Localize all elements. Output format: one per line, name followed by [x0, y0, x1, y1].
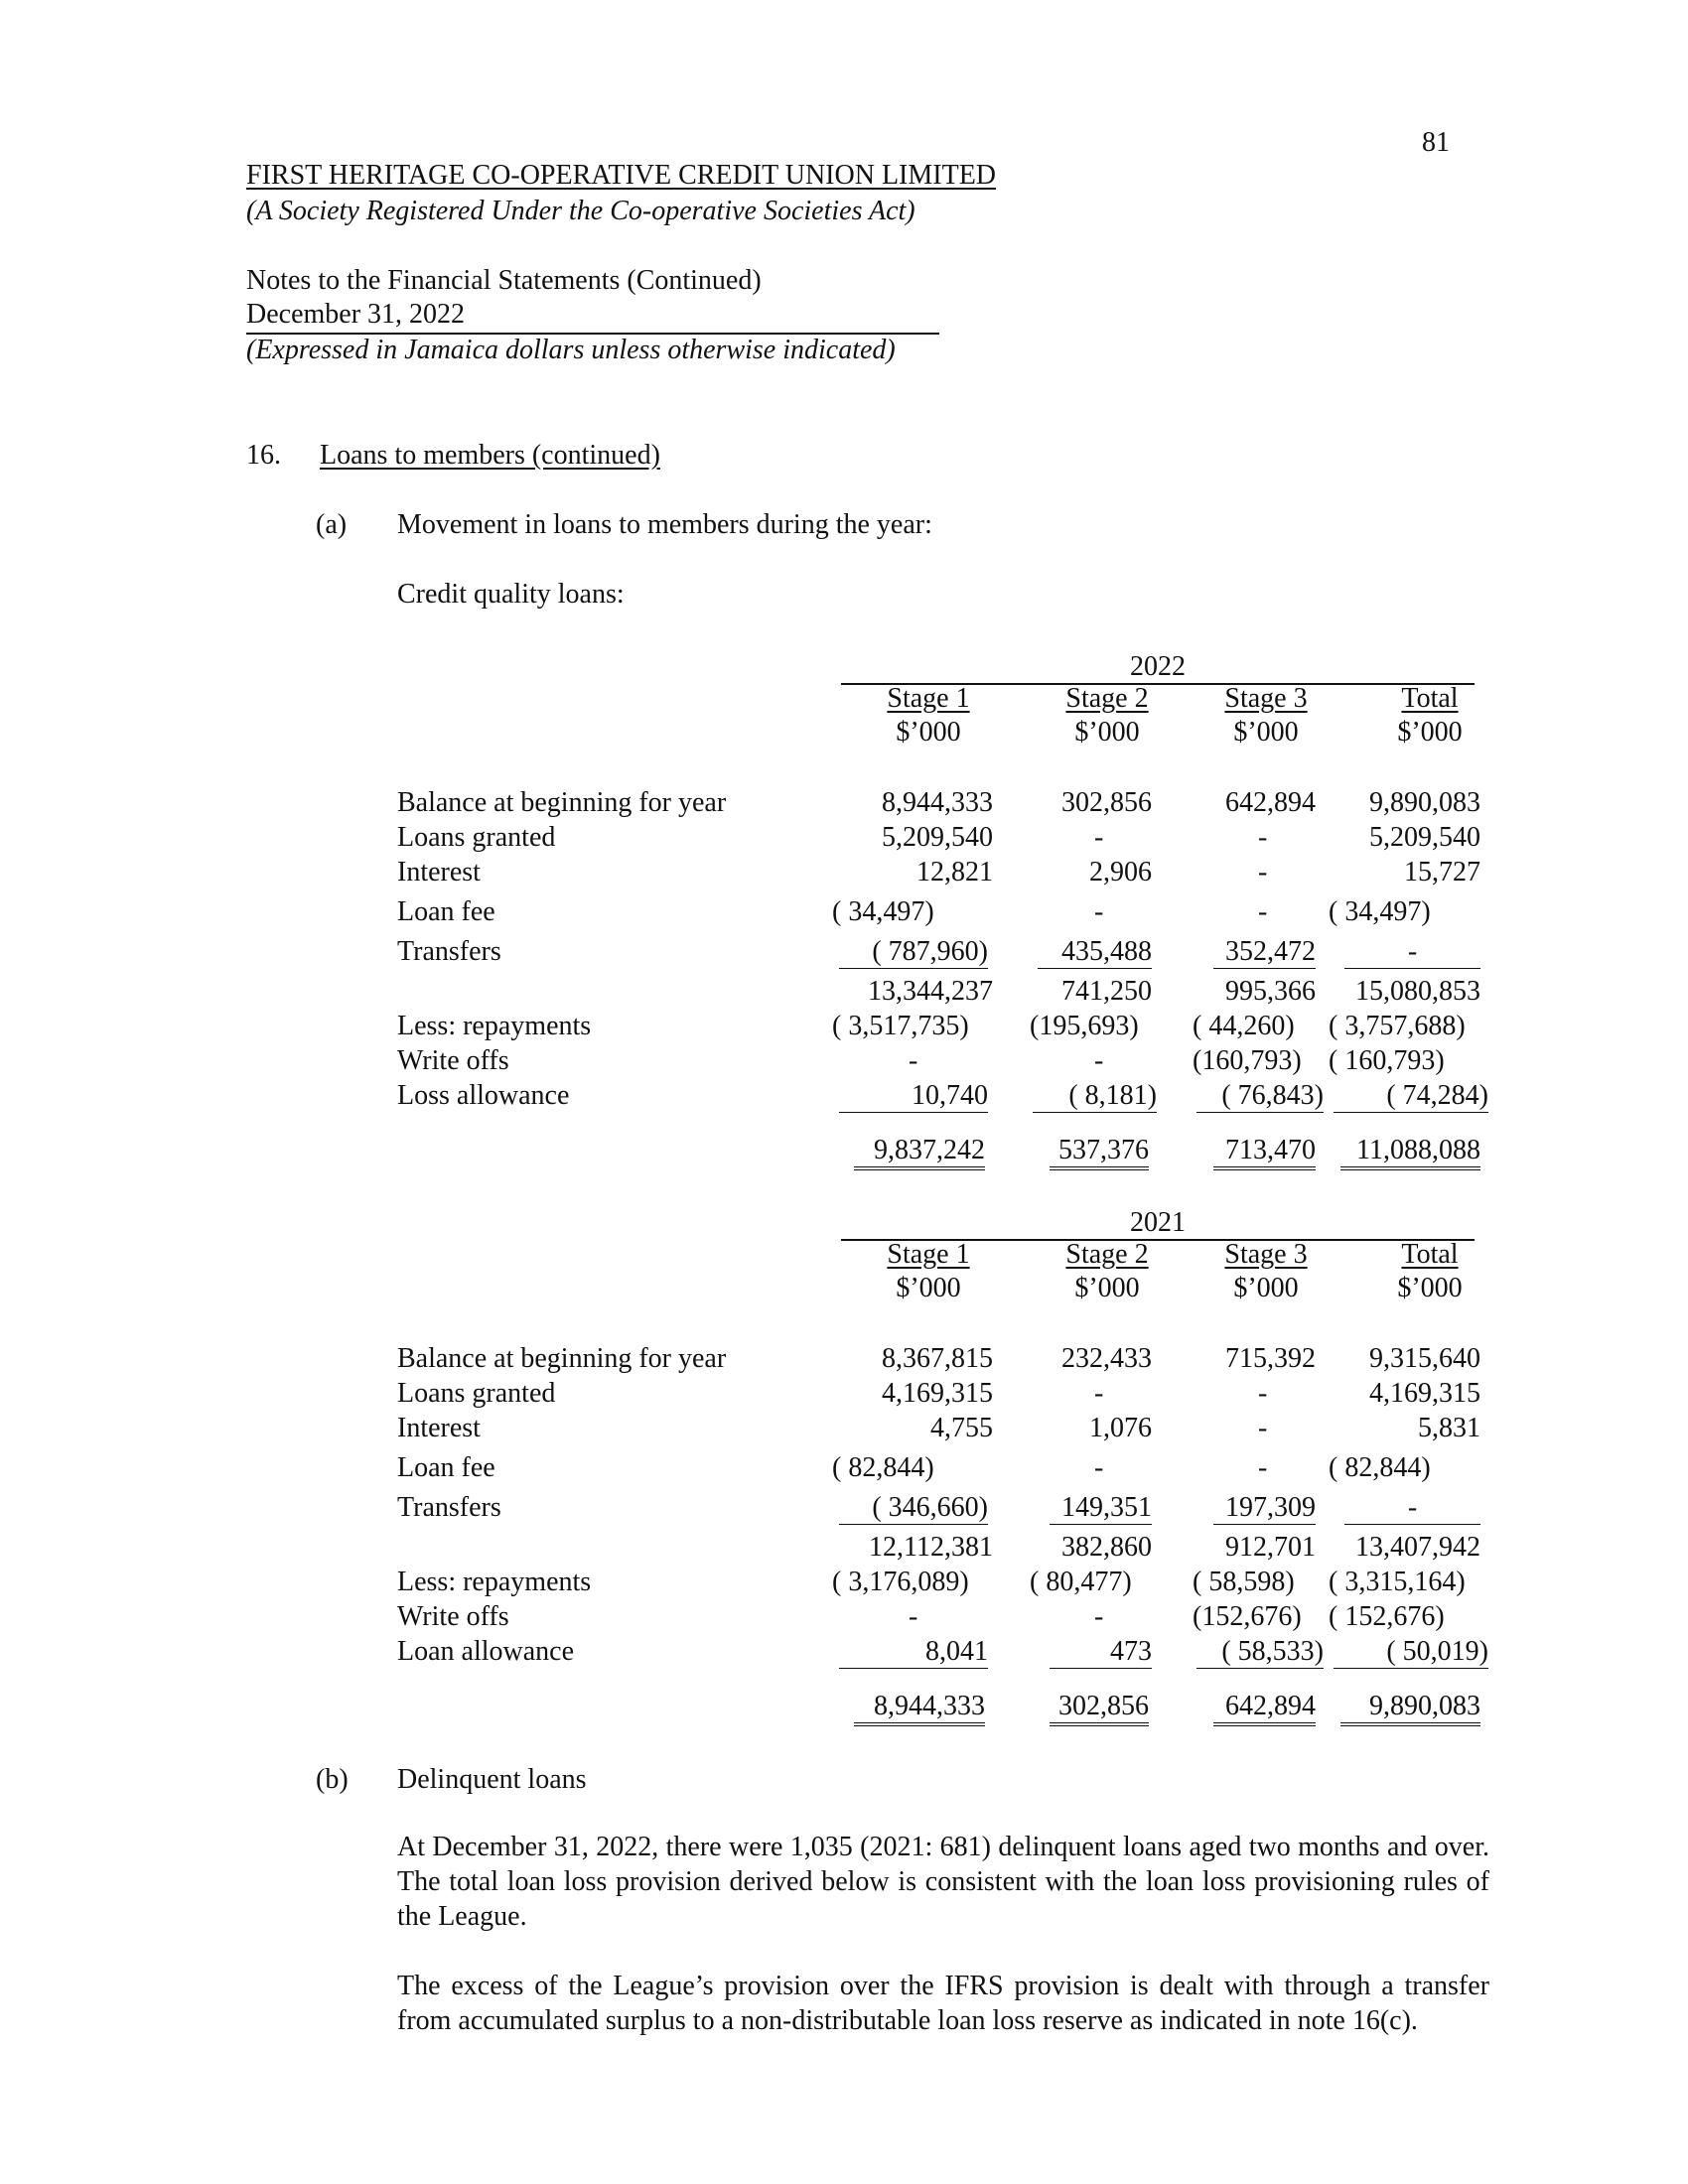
cell-total: ( 74,284) — [1334, 1080, 1488, 1113]
cell-stage-3: - — [1258, 822, 1268, 853]
cell-stage-1: 12,821 — [916, 857, 993, 887]
cell-stage-2: 149,351 — [1050, 1492, 1152, 1525]
row-label: Loans granted — [397, 822, 556, 853]
cell-stage-3: 352,472 — [1213, 936, 1316, 969]
cell-stage-1: ( 34,497) — [832, 896, 934, 927]
cell-stage-2: - — [1094, 822, 1104, 853]
cell-stage-3: 642,894 — [1225, 787, 1316, 818]
league-provision-paragraph: The excess of the League’s provision over the IFRS provision is dealt with through a transfer from accumulated surplus to a non-distributable loan loss reserve as indicated in note 16(c). — [397, 1971, 1489, 2036]
row-label: Write offs — [397, 1601, 509, 1632]
cell-stage-3: ( 44,260) — [1193, 1011, 1295, 1041]
cell-total: ( 152,676) — [1329, 1601, 1445, 1632]
cell-stage-3: (160,793) — [1193, 1045, 1302, 1076]
cell-total: ( 50,019) — [1334, 1636, 1488, 1669]
cell-total: ( 3,315,164) — [1329, 1567, 1466, 1597]
cell-total: 5,209,540 — [1369, 822, 1480, 853]
cell-stage-1: 12,112,381 — [869, 1532, 993, 1563]
cell-total: ( 82,844) — [1329, 1452, 1431, 1483]
cell-stage-2: 302,856 — [1061, 787, 1152, 818]
cell-stage-3: (152,676) — [1193, 1601, 1302, 1632]
delinquent-loans-paragraph: At December 31, 2022, there were 1,035 (2021: 681) delinquent loans aged two months and over. The total loan loss provision derived below is consistent with the loan loss provisioning rules of the League. — [397, 1832, 1489, 1932]
cell-stage-1: 8,367,815 — [882, 1343, 993, 1374]
part-b-title: Delinquent loans — [397, 1764, 587, 1795]
column-header-stage-1: Stage 1 $’000 — [887, 1239, 970, 1303]
cell-stage-2: 435,488 — [1038, 936, 1152, 969]
cell-stage-1: ( 82,844) — [832, 1452, 934, 1483]
cell-stage-1: ( 346,660) — [839, 1492, 988, 1525]
cell-total: - — [1344, 1492, 1480, 1525]
cell-stage-1: 5,209,540 — [882, 822, 993, 853]
cell-total: 13,407,942 — [1355, 1532, 1480, 1563]
cell-stage-1: ( 787,960) — [839, 936, 988, 969]
cell-stage-2: 382,860 — [1061, 1532, 1152, 1563]
cell-stage-2: - — [1094, 1045, 1104, 1076]
cell-total: 5,831 — [1418, 1413, 1480, 1443]
cell-stage-3: - — [1258, 857, 1268, 887]
cell-stage-3: - — [1258, 1413, 1268, 1443]
row-label: Balance at beginning for year — [397, 1343, 727, 1374]
cell-stage-3: - — [1258, 896, 1268, 927]
cell-stage-2: - — [1094, 896, 1104, 927]
row-label: Interest — [397, 857, 481, 887]
column-header-stage-2: Stage 2 $’000 — [1065, 1239, 1149, 1303]
row-label: Loan allowance — [397, 1636, 575, 1667]
table-year: 2021 — [841, 1207, 1475, 1241]
row-label: Balance at beginning for year — [397, 787, 727, 818]
cell-stage-1: 4,755 — [930, 1413, 993, 1443]
cell-stage-2: 1,076 — [1089, 1413, 1152, 1443]
column-header-total: Total $’000 — [1397, 1239, 1463, 1303]
page-number: 81 — [1422, 127, 1450, 158]
cell-stage-1: - — [909, 1045, 918, 1076]
cell-stage-3: 713,470 — [1213, 1135, 1316, 1170]
cell-stage-1: 4,169,315 — [882, 1378, 993, 1409]
cell-stage-2: (195,693) — [1030, 1011, 1139, 1041]
cell-stage-2: 302,856 — [1050, 1691, 1149, 1726]
row-label: Loan fee — [397, 896, 495, 927]
cell-stage-3: - — [1258, 1452, 1268, 1483]
cell-total: ( 34,497) — [1329, 896, 1431, 927]
cell-stage-2: 473 — [1050, 1636, 1152, 1669]
company-name: FIRST HERITAGE CO-OPERATIVE CREDIT UNION LIMITED — [246, 160, 997, 191]
cell-stage-3: 715,392 — [1225, 1343, 1316, 1374]
column-header-stage-2: Stage 2 $’000 — [1065, 683, 1149, 748]
cell-stage-3: ( 58,598) — [1193, 1567, 1295, 1597]
row-label: Transfers — [397, 936, 501, 967]
cell-stage-1: 13,344,237 — [868, 976, 993, 1007]
company-subtitle: (A Society Registered Under the Co-operative Societies Act) — [246, 196, 915, 226]
cell-stage-3: ( 76,843) — [1196, 1080, 1324, 1113]
cell-stage-1: - — [909, 1601, 918, 1632]
column-header-total: Total $’000 — [1397, 683, 1463, 748]
row-label: Loss allowance — [397, 1080, 570, 1111]
section-number: 16. — [246, 440, 281, 471]
cell-total: - — [1344, 936, 1480, 969]
cell-total: 15,080,853 — [1355, 976, 1480, 1007]
row-label: Less: repayments — [397, 1567, 592, 1597]
cell-stage-3: 197,309 — [1213, 1492, 1316, 1525]
cell-total: 4,169,315 — [1369, 1378, 1480, 1409]
table-year: 2022 — [841, 651, 1475, 685]
cell-total: 9,890,083 — [1369, 787, 1480, 818]
cell-stage-3: 642,894 — [1213, 1691, 1316, 1726]
cell-stage-1: ( 3,176,089) — [832, 1567, 969, 1597]
cell-total: 15,727 — [1404, 857, 1480, 887]
currency-note: (Expressed in Jamaica dollars unless otherwise indicated) — [246, 335, 896, 365]
cell-stage-2: - — [1094, 1378, 1104, 1409]
column-header-stage-1: Stage 1 $’000 — [887, 683, 970, 748]
cell-stage-2: 537,376 — [1050, 1135, 1149, 1170]
cell-stage-1: 8,944,333 — [854, 1691, 985, 1726]
cell-stage-2: 741,250 — [1061, 976, 1152, 1007]
cell-stage-1: 9,837,242 — [854, 1135, 985, 1170]
cell-total: 11,088,088 — [1340, 1135, 1480, 1170]
notes-title: Notes to the Financial Statements (Continued) — [246, 265, 762, 296]
column-header-stage-3: Stage 3 $’000 — [1224, 683, 1308, 748]
row-label: Interest — [397, 1413, 481, 1443]
cell-stage-2: 2,906 — [1089, 857, 1152, 887]
cell-total: 9,315,640 — [1369, 1343, 1480, 1374]
part-a-letter: (a) — [316, 509, 348, 540]
part-a-title: Movement in loans to members during the year: — [397, 509, 932, 540]
statement-date: December 31, 2022 — [246, 299, 939, 335]
row-label: Less: repayments — [397, 1011, 592, 1041]
cell-stage-3: ( 58,533) — [1196, 1636, 1324, 1669]
cell-stage-2: ( 80,477) — [1030, 1567, 1132, 1597]
row-label: Loans granted — [397, 1378, 556, 1409]
cell-total: ( 160,793) — [1329, 1045, 1445, 1076]
cell-total: 9,890,083 — [1340, 1691, 1480, 1726]
row-label: Write offs — [397, 1045, 509, 1076]
cell-stage-1: 10,740 — [839, 1080, 988, 1113]
part-a-subtitle: Credit quality loans: — [397, 579, 625, 610]
cell-stage-2: - — [1094, 1452, 1104, 1483]
cell-stage-1: 8,944,333 — [882, 787, 993, 818]
cell-stage-2: - — [1094, 1601, 1104, 1632]
cell-stage-2: 232,433 — [1061, 1343, 1152, 1374]
cell-stage-3: 912,701 — [1225, 1532, 1316, 1563]
cell-stage-3: 995,366 — [1225, 976, 1316, 1007]
cell-stage-3: - — [1258, 1378, 1268, 1409]
part-b-letter: (b) — [316, 1764, 349, 1795]
cell-stage-1: ( 3,517,735) — [832, 1011, 969, 1041]
row-label: Transfers — [397, 1492, 501, 1523]
column-header-stage-3: Stage 3 $’000 — [1224, 1239, 1308, 1303]
section-title: Loans to members (continued) — [320, 440, 660, 471]
cell-stage-1: 8,041 — [839, 1636, 988, 1669]
row-label: Loan fee — [397, 1452, 495, 1483]
cell-stage-2: ( 8,181) — [1033, 1080, 1157, 1113]
cell-total: ( 3,757,688) — [1329, 1011, 1466, 1041]
